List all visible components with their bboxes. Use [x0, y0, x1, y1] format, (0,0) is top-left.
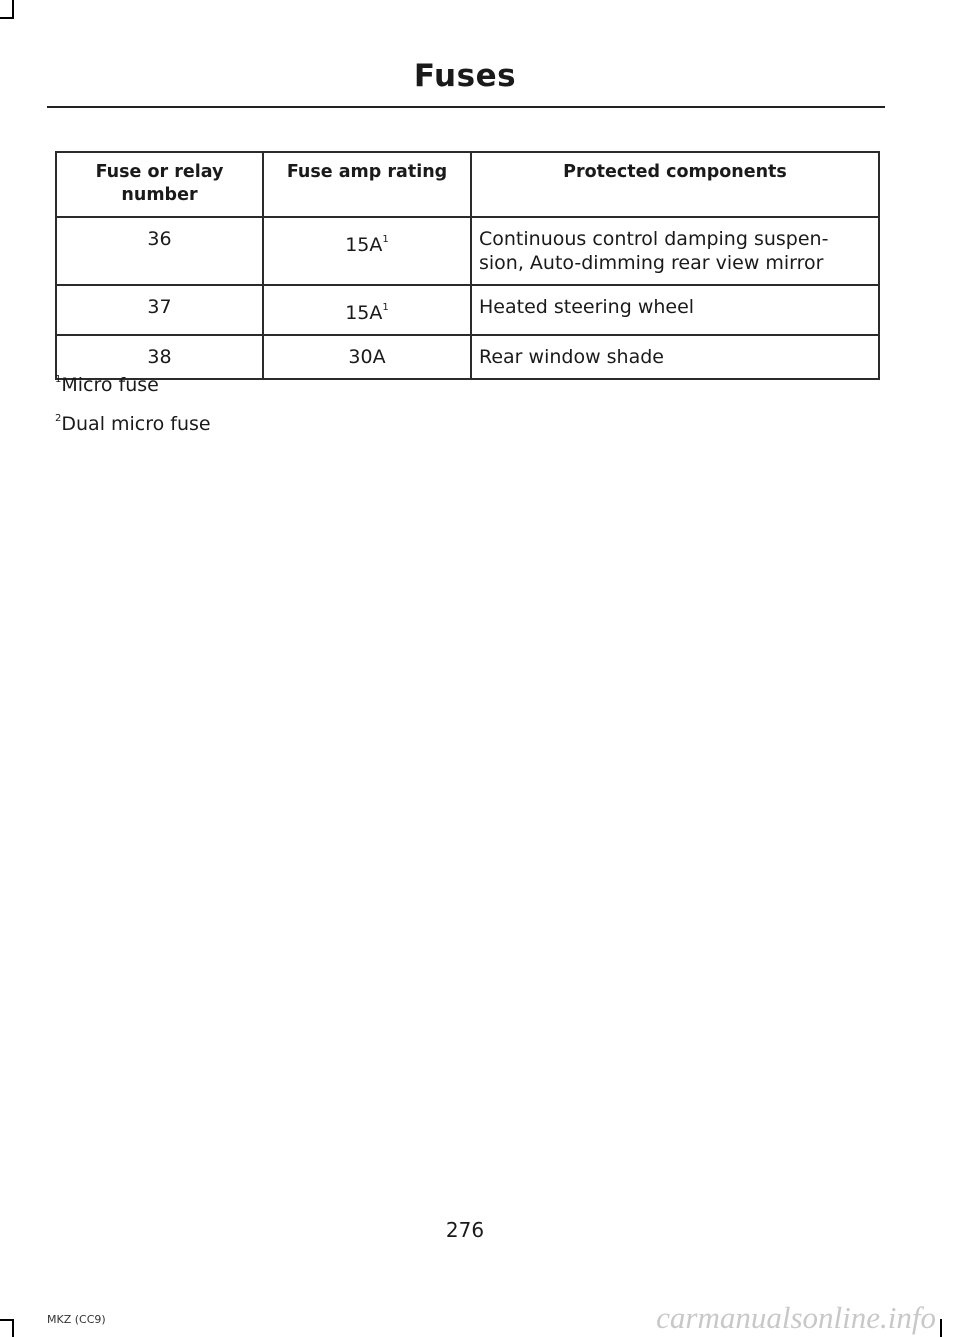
footnote-text: Dual micro fuse [61, 413, 211, 435]
crop-mark [0, 17, 14, 19]
title-divider [47, 106, 885, 108]
model-code: MKZ (CC9) [47, 1313, 106, 1326]
protected-components: Continuous control damping suspen-sion, Auto-dimming rear view mirror [471, 217, 879, 285]
footnote [55, 373, 159, 397]
crop-mark [12, 1319, 14, 1337]
crop-mark [940, 1319, 942, 1337]
footnote [55, 412, 211, 436]
amp-value: 15A [345, 302, 383, 324]
footnote-mark: 1 [55, 374, 62, 385]
amp-rating [263, 335, 471, 379]
watermark: carmanualsonline.info [656, 1300, 936, 1335]
column-header: Fuse or relay number [56, 152, 263, 217]
protected-components: Rear window shade [471, 335, 879, 379]
column-header: Fuse amp rating [263, 152, 471, 217]
amp-value: 30A [348, 346, 386, 368]
fuse-table [55, 151, 880, 380]
amp-rating [263, 217, 471, 285]
footnote-ref: 1 [382, 302, 389, 313]
page-number: 276 [445, 1218, 485, 1242]
amp-value: 15A [345, 234, 383, 256]
table-header-row [56, 152, 879, 217]
crop-mark [12, 0, 14, 18]
protected-components: Heated steering wheel [471, 285, 879, 335]
footnote-mark: 2 [55, 413, 62, 424]
amp-rating [263, 285, 471, 335]
table-row [56, 285, 879, 335]
footnote-text: Micro fuse [61, 374, 159, 396]
footnote-ref: 1 [382, 234, 389, 245]
table-row [56, 335, 879, 379]
page-title: Fuses [413, 58, 517, 94]
fuse-number: 38 [56, 335, 263, 379]
crop-mark [0, 1319, 14, 1321]
table-row [56, 217, 879, 285]
fuse-number: 37 [56, 285, 263, 335]
fuse-number: 36 [56, 217, 263, 285]
column-header: Protected components [471, 152, 879, 217]
